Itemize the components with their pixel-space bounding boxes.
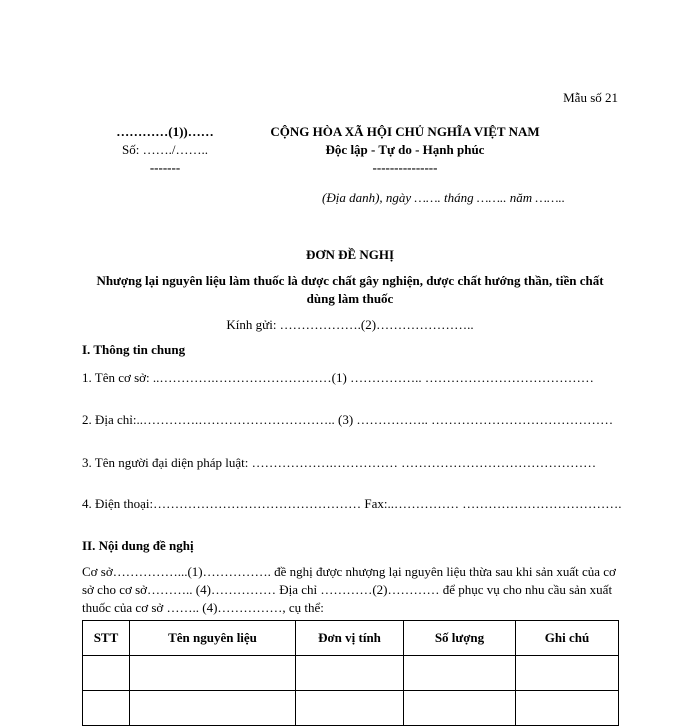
organization-name: …………(1))…… bbox=[116, 124, 214, 139]
table-header-row bbox=[83, 621, 619, 656]
form-number: Mẫu số 21 bbox=[563, 90, 618, 105]
recipient-line: Kính gửi: ……………….(2)………………….. bbox=[226, 317, 474, 332]
header-notes: Ghi chú bbox=[516, 621, 619, 656]
table-cell bbox=[404, 656, 516, 691]
nation-name: CỘNG HÒA XÃ HỘI CHỦ NGHĨA VIỆT NAM bbox=[270, 124, 540, 139]
materials-table bbox=[82, 620, 619, 726]
header-quantity: Số lượng bbox=[404, 621, 516, 656]
table-cell bbox=[516, 656, 619, 691]
date-line: (Địa danh), ngày ……. tháng …….. năm …….. bbox=[322, 190, 566, 205]
organization-block bbox=[100, 123, 230, 177]
field-phone-fax: 4. Điện thoại:………………………………………… Fax:..…………… ………………………………. bbox=[82, 496, 622, 511]
header-material-name: Tên nguyên liệu bbox=[130, 621, 296, 656]
table-cell bbox=[130, 656, 296, 691]
section2-heading: II. Nội dung đề nghị bbox=[82, 538, 194, 553]
table-row bbox=[83, 656, 619, 691]
nation-divider: --------------- bbox=[372, 160, 438, 175]
national-header bbox=[260, 123, 550, 177]
organization-divider: ------- bbox=[149, 160, 181, 175]
table-cell bbox=[296, 691, 404, 726]
document-title: ĐƠN ĐỀ NGHỊ bbox=[305, 247, 395, 262]
section1-heading: I. Thông tin chung bbox=[82, 342, 186, 357]
header-stt: STT bbox=[83, 621, 130, 656]
header-unit: Đơn vị tính bbox=[296, 621, 404, 656]
table-row bbox=[83, 691, 619, 726]
request-paragraph: Cơ sở……………...(1)……………. đề nghị được nhượng lại nguyên liệu thừa sau khi sản xuất của cơ sở cho cơ sở……….. (4)…………… Địa chỉ …………(2)………… để phục vụ cho nhu cầu sản xuất thuốc của cơ sở …….. (4)……………, cụ thể: bbox=[82, 564, 616, 615]
document-subtitle: Nhượng lại nguyên liệu làm thuốc là dược chất gây nghiện, dược chất hướng thần, tiền chất dùng làm thuốc bbox=[96, 273, 604, 306]
table-cell bbox=[83, 656, 130, 691]
table-cell bbox=[296, 656, 404, 691]
table-cell bbox=[130, 691, 296, 726]
nation-motto: Độc lập - Tự do - Hạnh phúc bbox=[325, 142, 485, 157]
field-address: 2. Địa chỉ:..………….………………………….. (3) …………….. …………………………………… bbox=[82, 412, 614, 427]
field-facility-name: 1. Tên cơ sở: ..………….………………………(1) …………….. ………………………………… bbox=[82, 370, 594, 385]
table-cell bbox=[83, 691, 130, 726]
document-number: Số: ……./…….. bbox=[122, 142, 208, 157]
table-cell bbox=[516, 691, 619, 726]
field-legal-representative: 3. Tên người đại diện pháp luật: ……………….…………… ……………………………………… bbox=[82, 455, 597, 470]
table-cell bbox=[404, 691, 516, 726]
